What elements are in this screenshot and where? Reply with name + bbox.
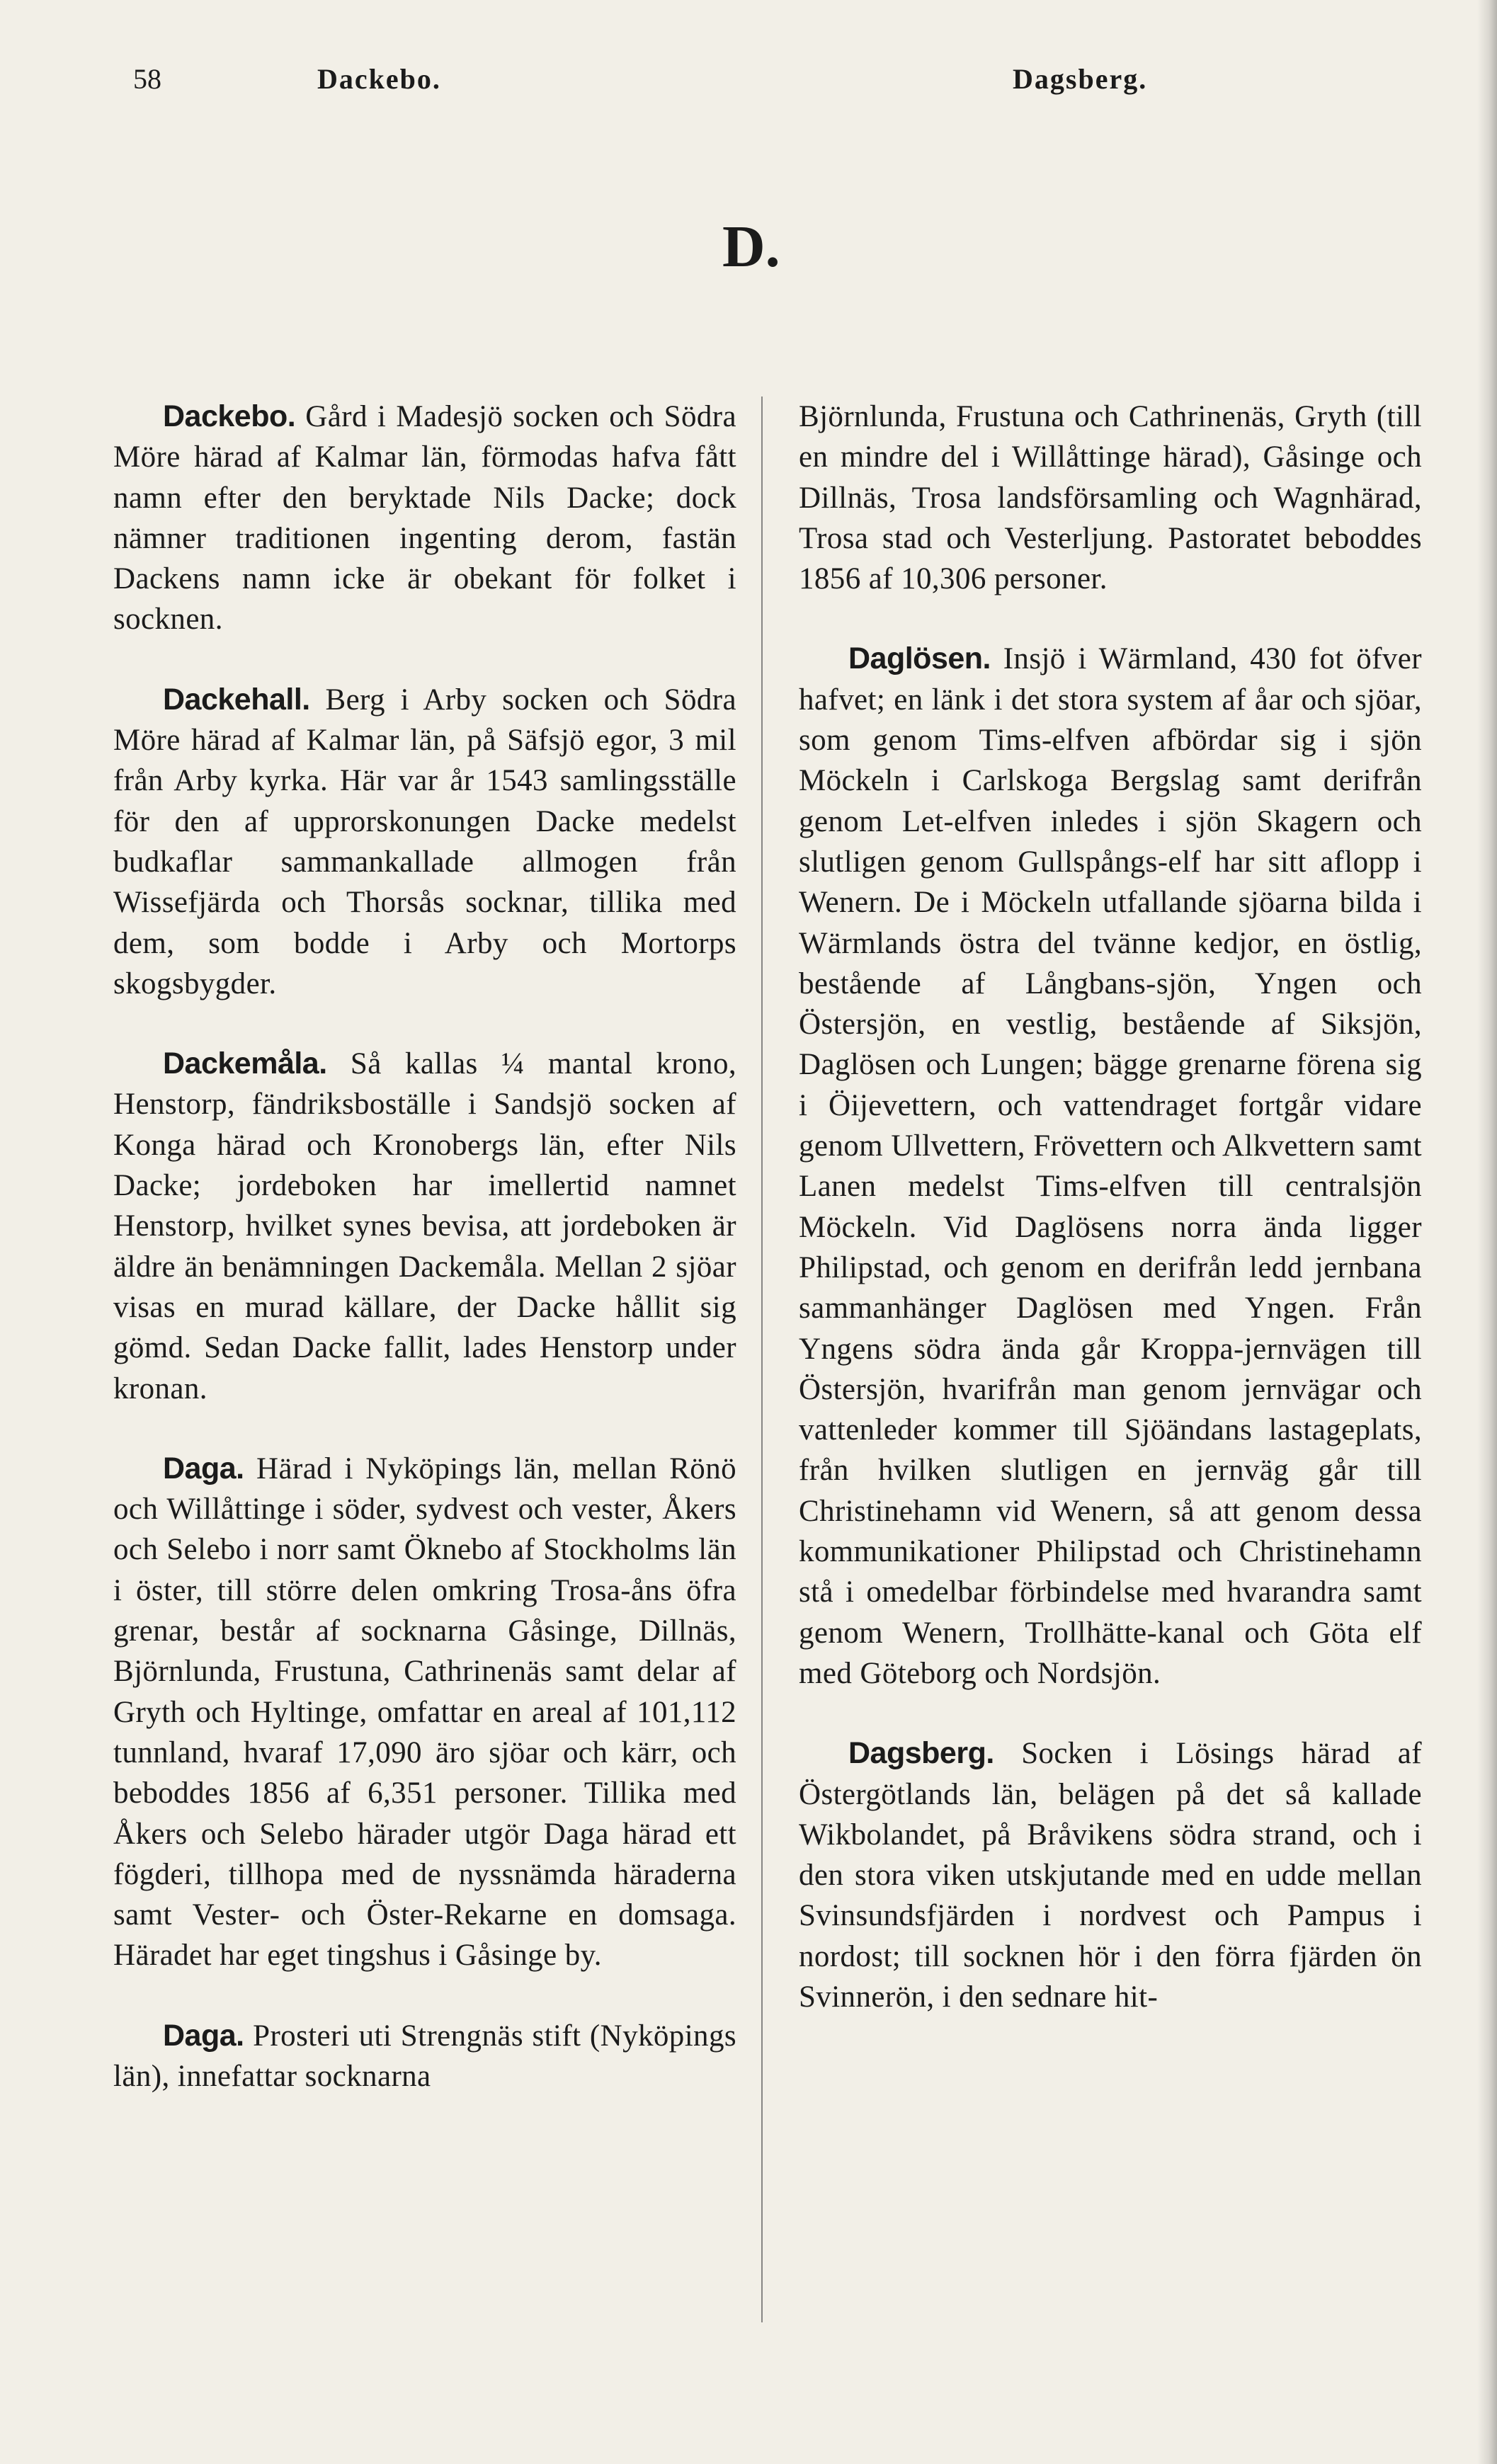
- left-column: [113, 397, 736, 2136]
- entry-headword: Dackebo.: [163, 399, 296, 433]
- entry-text: Socken i Lösings härad af Östergötlands län, belägen på det så kallade Wikbolandet, på Bråvikens södra strand, och i den stora viken utskjutande med en udde mellan Svinsundsfjärden i nordvest och Pampus i nordost; till socknen hör i den förra fjärden ön Svinnerön, i den sednare hit-: [799, 1737, 1422, 2014]
- entry-headword: Dackemåla.: [163, 1046, 327, 1081]
- entry-daglosen: [799, 639, 1422, 1694]
- entry-text: Så kallas ¼ mantal krono, Henstorp, fändriksboställe i Sandsjö socken af Konga härad och Kronobergs län, efter Nils Dacke; jordeboken har imellertid namnet Henstorp, hvilket synes bevisa, att jordeboken är äldre än benämningen Dackemåla. Mellan 2 sjöar visas en murad källare, der Dacke hållit sig gömd. Sedan Dacke fallit, lades Henstorp under kronan.: [113, 1047, 736, 1405]
- entry-headword: Dackehall.: [163, 682, 310, 717]
- entry-dackemala: [113, 1044, 736, 1409]
- entry-headword: Daga.: [163, 1451, 244, 1485]
- entry-dagsberg: [799, 1733, 1422, 2017]
- column-divider: [761, 397, 763, 2322]
- entry-text: Gård i Madesjö socken och Södra Möre härad af Kalmar län, förmodas hafva fått namn efter den beryktade Nils Dacke; dock nämner traditionen ingenting derom, fastän Dackens namn icke är obekant för folket i socknen.: [113, 400, 736, 637]
- entry-text: Härad i Nyköpings län, mellan Rönö och Willåttinge i söder, sydvest och vester, Åkers och Selebo i norr samt Öknebo af Stockholms län i öster, till större delen omkring Trosa-åns öfra grenar, består af socknarna Gåsinge, Dillnäs, Björnlunda, Frustuna, Cathrinenäs samt delar af Gryth och Hyltinge, omfattar en areal af 101,112 tunnland, hvaraf 17,090 äro sjöar och kärr, och beboddes 1856 af 6,351 personer. Tillika med Åkers och Selebo härader utgör Daga härad ett fögderi, tillhopa med de nyssnämda häraderna samt Vester- och Öster-Rekarne en domsaga. Häradet har eget tingshus i Gåsinge by.: [113, 1451, 736, 1973]
- entry-daga-prosteri-continued: [799, 397, 1422, 599]
- page-edge-shadow: [1477, 0, 1497, 2464]
- section-letter: D.: [722, 214, 780, 280]
- entry-headword: Daglösen.: [848, 641, 991, 676]
- right-column: [799, 397, 1422, 2057]
- entry-continuation-text: Björnlunda, Frustuna och Cathrinenäs, Gryth (till en mindre del i Willåttinge härad), Gåsinge och Dillnäs, Trosa landsförsamling och Wagnhärad, Trosa stad och Vesterljung. Pastoratet beboddes 1856 af 10,306 personer.: [799, 400, 1422, 596]
- entry-headword: Dagsberg.: [848, 1736, 994, 1771]
- entry-text: Berg i Arby socken och Södra Möre härad af Kalmar län, på Säfsjö egor, 3 mil från Arby kyrka. Här var år 1543 samlingsställe för den af upprorskonungen Dacke medelst budkaflar sammankallade allmogen från Wissefjärda och Thorsås socknar, tillika med dem, som bodde i Arby och Mortorps skogsbygder.: [113, 683, 736, 1000]
- entry-daga-harad: [113, 1449, 736, 1976]
- entry-dackebo: [113, 397, 736, 640]
- entry-headword: Daga.: [163, 2018, 244, 2053]
- entry-daga-prosteri: [113, 2016, 736, 2097]
- page-number: 58: [133, 63, 161, 95]
- running-head-right: Dagsberg.: [1013, 63, 1148, 95]
- entry-dackehall: [113, 680, 736, 1004]
- entry-text: Insjö i Wärmland, 430 fot öfver hafvet; en länk i det stora system af åar och sjöar, som genom Tims-elfven afbördar sig i sjön Möckeln i Carlskoga Bergslag samt derifrån genom Let-elfven inledes i sjön Skagern och slutligen genom Gullspångs-elf har sitt aflopp i Wenern. De i Möckeln utfallande sjöarna bilda i Wärmlands östra del tvänne kedjor, en östlig, bestående af Långbans-sjön, Yngen och Östersjön, en vestlig, bestående af Siksjön, Daglösen och Lungen; bägge grenarne förena sig i Öijevettern, och vattendraget fortgår vidare genom Ullvettern, Frövettern och Alkvettern samt Lanen medelst Tims-elfven till centralsjön Möckeln. Vid Daglösens norra ända ligger Philipstad, och genom en derifrån ledd jernbana sammanhänger Daglösen med Yngen. Från Yngens södra ända går Kroppa-jernvägen till Östersjön, hvarifrån man genom jernvägar och vattenleder kommer till Sjöändans lastageplats, från hvilken slutligen en jernväg går till Christinehamn vid Wenern, så att genom dessa kommunikationer Philipstad och Christinehamn stå i omedelbar förbindelse med hvarandra samt genom Wenern, Trollhätte-kanal och Göta elf med Göteborg och Nordsjön.: [799, 642, 1422, 1690]
- entry-text: Prosteri uti Strengnäs stift (Nyköpings län), innefattar socknarna: [113, 2019, 736, 2093]
- running-head-left: Dackebo.: [317, 63, 441, 95]
